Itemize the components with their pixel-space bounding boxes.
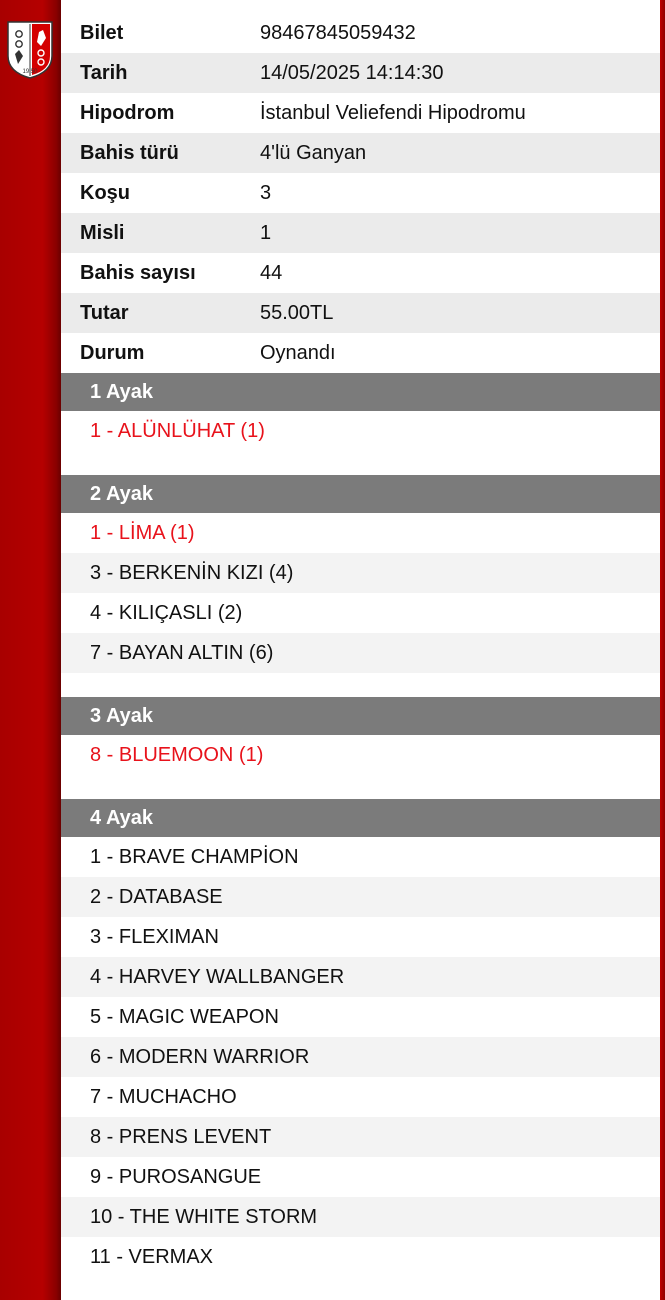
sidebar — [0, 0, 61, 1300]
horse-row: 5 - MAGIC WEAPON — [90, 1005, 279, 1028]
ticket-info-row — [61, 213, 660, 253]
leg-spacer — [61, 673, 660, 697]
horse-row-winner: 1 - ALÜNLÜHAT (1) — [90, 419, 265, 442]
info-value: 98467845059432 — [260, 21, 416, 44]
horse-row: 7 - MUCHACHO — [90, 1085, 237, 1108]
info-value: 1 — [260, 221, 272, 244]
horse-row: 4 - KILIÇASLI (2) — [90, 601, 243, 624]
leg-spacer — [61, 775, 660, 799]
info-label: Koşu — [80, 181, 130, 204]
info-value: 44 — [260, 261, 283, 284]
info-label: Tutar — [80, 301, 129, 324]
horse-row: 7 - BAYAN ALTIN (6) — [61, 633, 660, 673]
info-label: Bahis türü — [80, 141, 179, 164]
svg-text:19 50: 19 50 — [22, 69, 38, 75]
horse-row: 3 - FLEXIMAN — [90, 925, 219, 948]
ticket-info-row — [61, 133, 660, 173]
ticket-info-row — [61, 173, 660, 213]
info-label: Misli — [80, 221, 125, 244]
ticket-info-row — [61, 253, 660, 293]
horse-row: 8 - PRENS LEVENT — [61, 1117, 660, 1157]
horse-row: 10 - THE WHITE STORM — [61, 1197, 660, 1237]
info-value: Oynandı — [260, 341, 336, 364]
horse-row: 1 - BRAVE CHAMPİON — [90, 845, 299, 868]
legs-list — [61, 373, 660, 1277]
info-label: Bahis sayısı — [80, 261, 196, 284]
ticket-info-row — [61, 93, 660, 133]
horse-row: 9 - PUROSANGUE — [90, 1165, 262, 1188]
ticket-details — [61, 13, 660, 1277]
ticket-info-row — [61, 333, 660, 373]
club-crest-icon[interactable] — [6, 20, 54, 80]
ticket-info-list — [61, 13, 660, 373]
horse-row: 4 - HARVEY WALLBANGER — [61, 957, 660, 997]
info-label: Tarih — [80, 61, 128, 84]
horse-row-winner: 8 - BLUEMOON (1) — [90, 743, 264, 766]
horse-row: 11 - VERMAX — [90, 1245, 213, 1268]
leg-header: 1 Ayak — [61, 373, 660, 411]
info-value: 55.00TL — [260, 301, 334, 324]
ticket-info-row — [61, 13, 660, 53]
ticket-info-row — [61, 293, 660, 333]
info-value: 3 — [260, 181, 272, 204]
right-edge — [660, 0, 665, 1300]
ticket-info-row — [61, 53, 660, 93]
info-value: 14/05/2025 14:14:30 — [260, 61, 444, 84]
info-label: Hipodrom — [80, 101, 175, 124]
leg-header: 3 Ayak — [61, 697, 660, 735]
info-label: Bilet — [80, 21, 124, 44]
horse-row: 6 - MODERN WARRIOR — [61, 1037, 660, 1077]
horse-row-winner: 1 - LİMA (1) — [90, 521, 195, 544]
info-label: Durum — [80, 341, 145, 364]
leg-header: 2 Ayak — [61, 475, 660, 513]
leg-header: 4 Ayak — [61, 799, 660, 837]
horse-row: 2 - DATABASE — [61, 877, 660, 917]
info-value: 4'lü Ganyan — [260, 141, 367, 164]
horse-row: 3 - BERKENİN KIZI (4) — [61, 553, 660, 593]
leg-spacer — [61, 451, 660, 475]
info-value: İstanbul Veliefendi Hipodromu — [260, 101, 526, 124]
